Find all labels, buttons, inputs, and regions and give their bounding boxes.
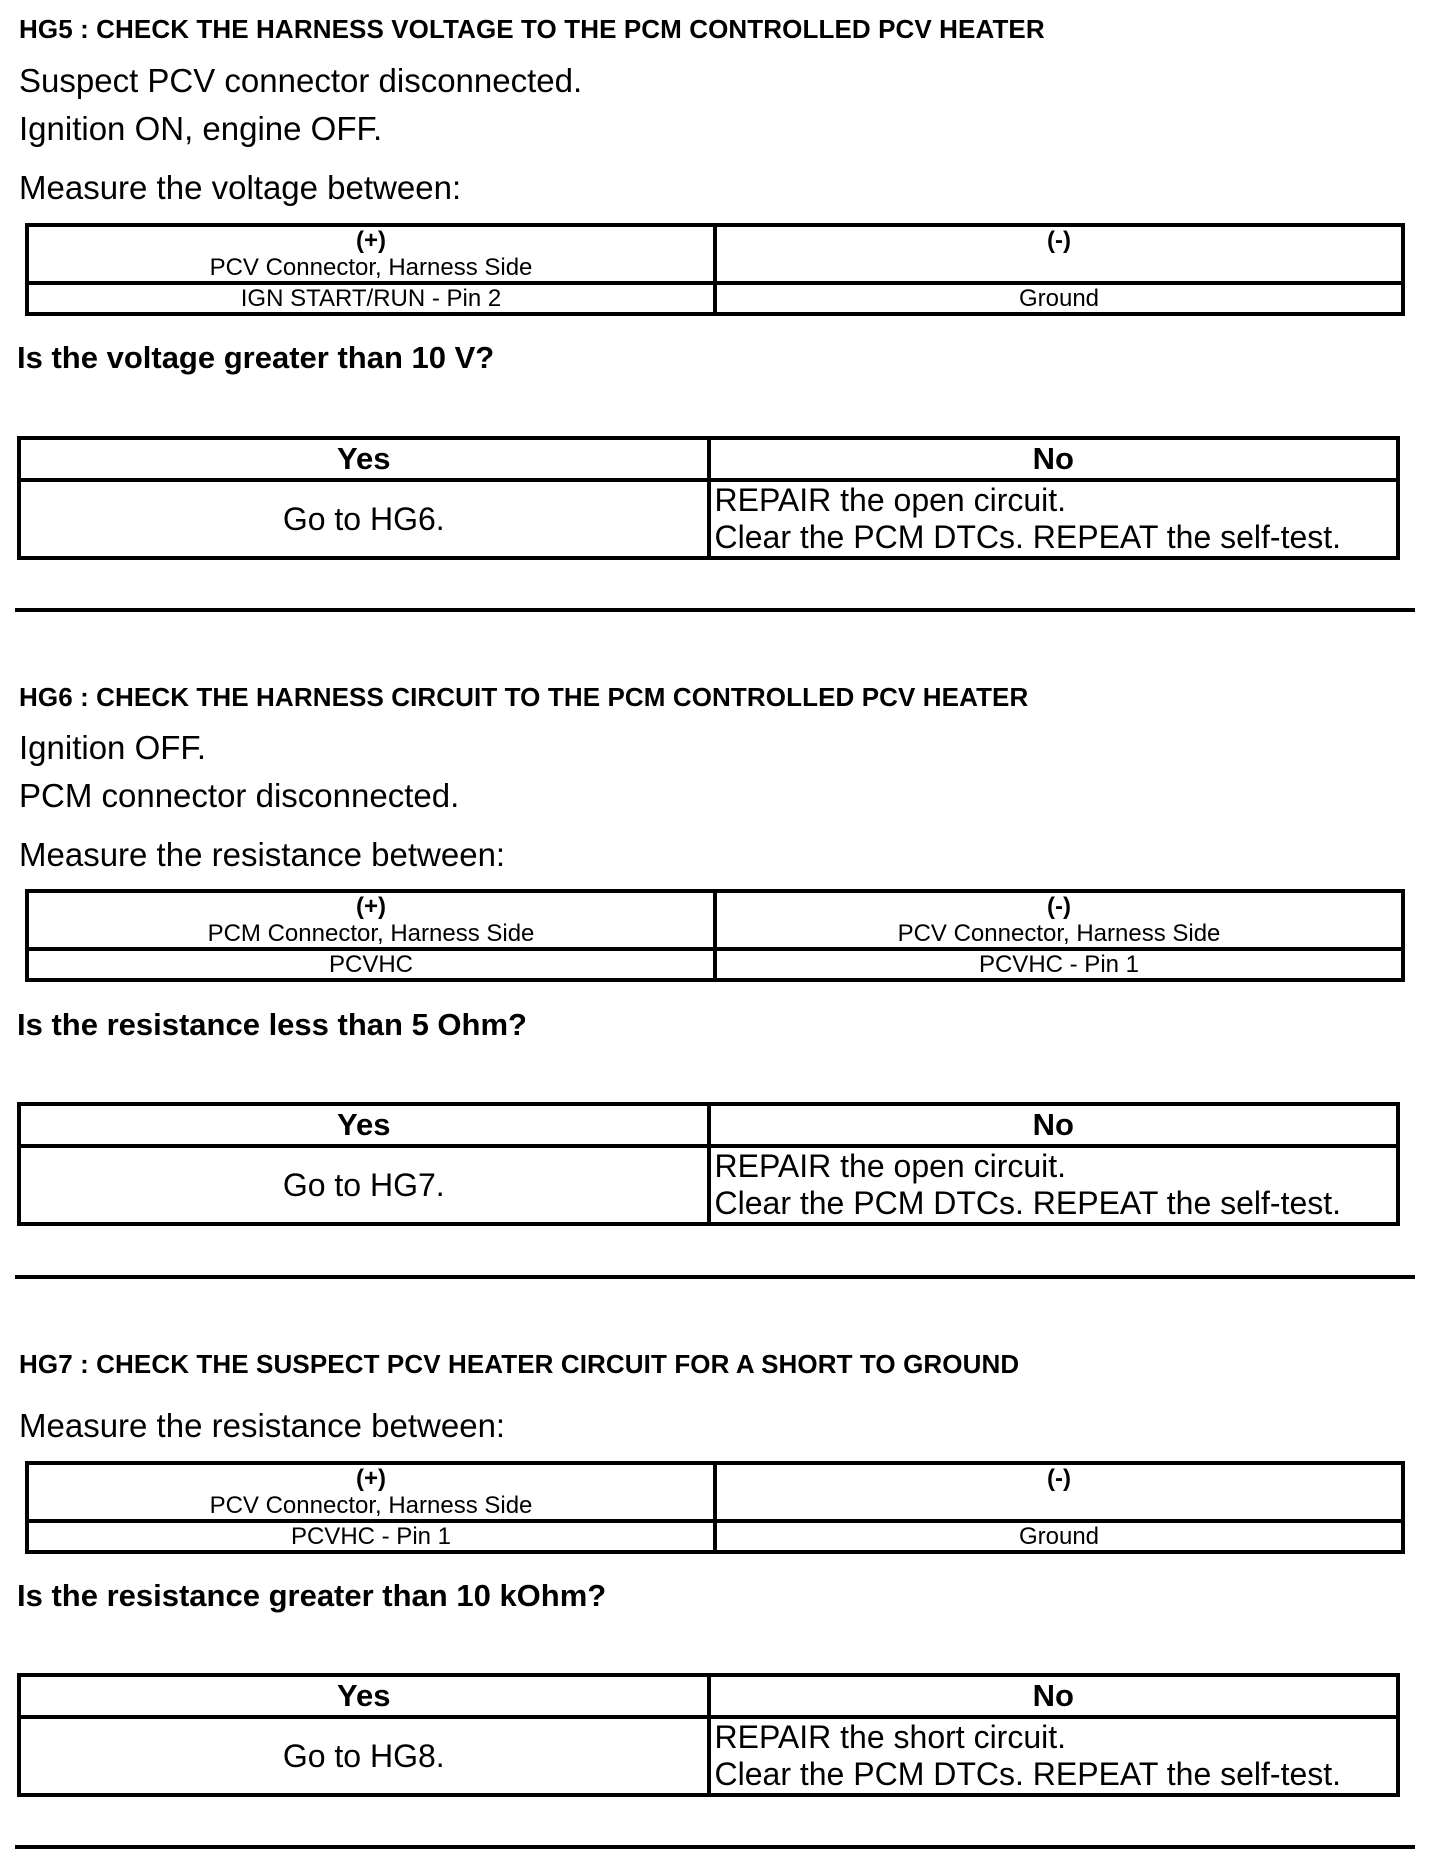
no-action-line: REPAIR the short circuit. [714,1719,1067,1755]
result-table [17,1102,1400,1226]
minus-value: Ground [715,283,1403,314]
no-action-line: Clear the PCM DTCs. REPEAT the self-test. [714,519,1342,555]
plus-label: (+) [356,1465,386,1492]
yes-header: Yes [19,438,709,480]
instruction-line: Measure the resistance between: [19,1407,506,1444]
instruction-line: Measure the resistance between: [19,836,506,873]
yes-action: Go to HG6. [19,480,709,558]
section-divider [15,1275,1415,1279]
instruction-line: PCM connector disconnected. [19,777,460,814]
no-header: No [709,438,1399,480]
no-action [709,1717,1399,1795]
no-action [709,480,1399,558]
step-title: HG7 : CHECK THE SUSPECT PCV HEATER CIRCUIT FOR A SHORT TO GROUND [19,1349,1020,1379]
yes-header: Yes [19,1104,709,1146]
plus-header [27,225,715,283]
step-title: HG6 : CHECK THE HARNESS CIRCUIT TO THE PCM CONTROLLED PCV HEATER [19,682,1029,712]
minus-value: Ground [715,1521,1403,1552]
plus-sub: PCV Connector, Harness Side [209,254,533,281]
measurement-table [25,1461,1405,1554]
minus-label: (-) [1047,893,1071,920]
section-divider [15,1845,1415,1849]
no-action-line: REPAIR the open circuit. [714,1148,1067,1184]
no-action-line: Clear the PCM DTCs. REPEAT the self-test. [714,1756,1342,1792]
plus-header [27,1463,715,1521]
yes-action: Go to HG8. [19,1717,709,1795]
result-table [17,1673,1400,1797]
measurement-table [25,889,1405,982]
instruction-line: Ignition OFF. [19,729,207,766]
plus-value: PCVHC [27,949,715,980]
no-header: No [709,1675,1399,1717]
minus-header [715,1463,1403,1521]
no-action [709,1146,1399,1224]
plus-sub: PCV Connector, Harness Side [209,1492,533,1519]
yes-action: Go to HG7. [19,1146,709,1224]
minus-value: PCVHC - Pin 1 [715,949,1403,980]
section-divider [15,608,1415,612]
minus-header [715,225,1403,283]
instruction-line: Measure the voltage between: [19,169,462,206]
instruction-line: Suspect PCV connector disconnected. [19,62,583,99]
instruction-line: Ignition ON, engine OFF. [19,110,383,147]
question: Is the resistance less than 5 Ohm? [17,1007,527,1042]
minus-label: (-) [1047,227,1071,254]
no-header: No [709,1104,1399,1146]
plus-header [27,891,715,949]
plus-label: (+) [356,227,386,254]
minus-label: (-) [1047,1465,1071,1492]
plus-label: (+) [356,893,386,920]
result-table [17,436,1400,560]
plus-value: IGN START/RUN - Pin 2 [27,283,715,314]
no-action-line: Clear the PCM DTCs. REPEAT the self-test. [714,1185,1342,1221]
plus-sub: PCM Connector, Harness Side [207,920,535,947]
plus-value: PCVHC - Pin 1 [27,1521,715,1552]
minus-sub: PCV Connector, Harness Side [897,920,1221,947]
question: Is the voltage greater than 10 V? [17,340,495,375]
no-action-line: REPAIR the open circuit. [714,482,1067,518]
question: Is the resistance greater than 10 kOhm? [17,1578,607,1613]
step-title: HG5 : CHECK THE HARNESS VOLTAGE TO THE PCM CONTROLLED PCV HEATER [19,14,1045,44]
minus-header [715,891,1403,949]
measurement-table [25,223,1405,316]
yes-header: Yes [19,1675,709,1717]
